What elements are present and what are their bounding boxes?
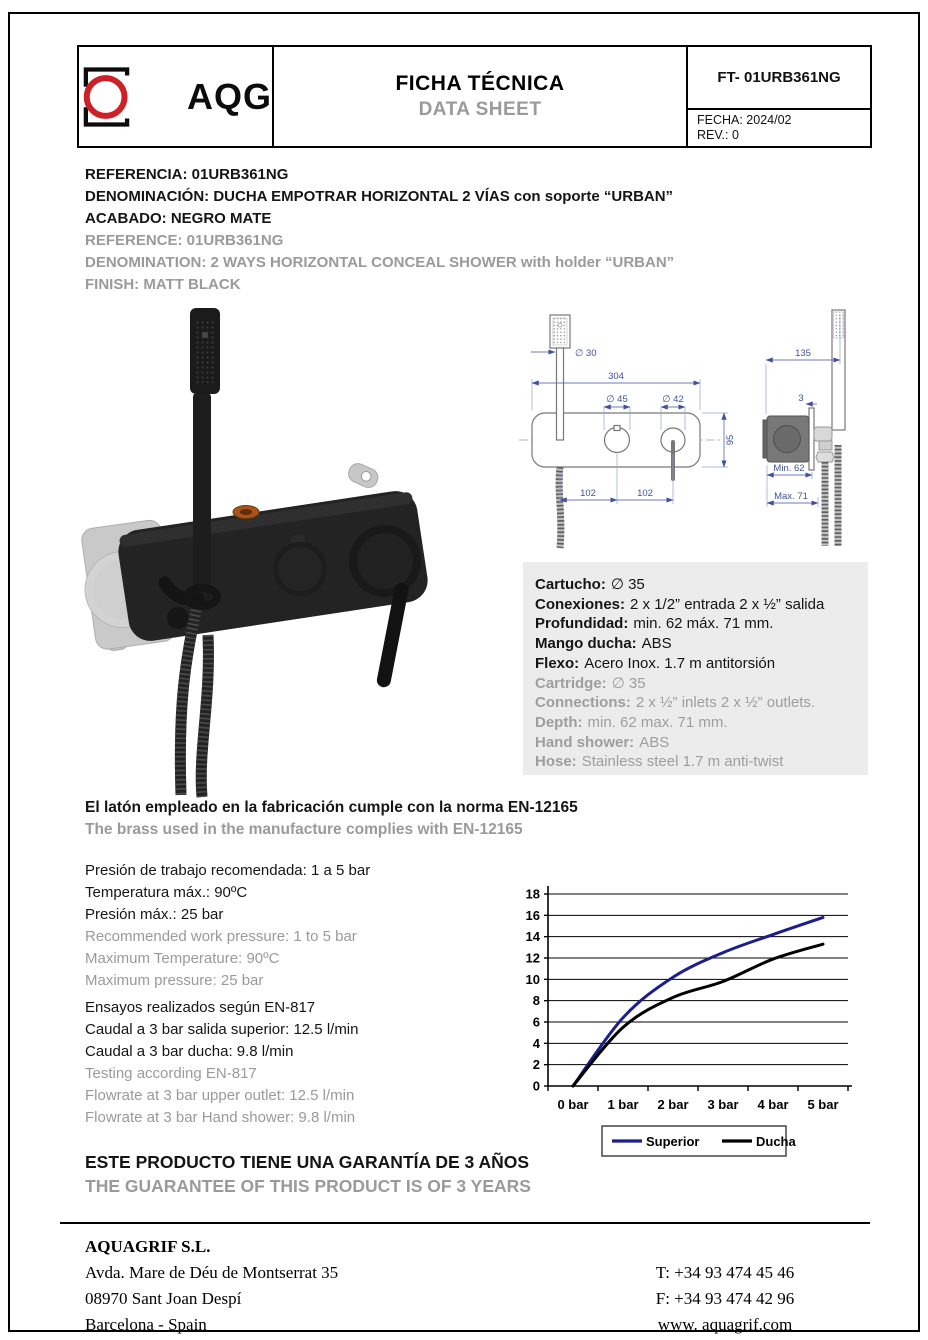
flowrate-chart-svg [480,866,900,1166]
pressure-block [85,860,370,992]
max-pressure-es: Presión máx.: 25 bar [85,906,224,923]
svg-text:0: 0 [532,1078,540,1094]
work-pressure-en: Recommended work pressure: 1 to 5 bar [85,928,357,945]
dim-offset-left: 102 [580,488,596,499]
max-temperature-es: Temperatura máx.: 90ºC [85,884,248,901]
svg-text:10: 10 [525,971,540,987]
inlet-bore [240,509,252,515]
front-view-drawing [519,315,736,548]
dim-hand-diameter: ∅ 30 [575,348,597,359]
brass-norm-es: El latón empleado en la fabricación cumple con la norma EN-12165 [85,799,578,816]
svg-text:2: 2 [532,1057,540,1073]
spec-cartucho: Cartucho: ∅ 35 [535,576,645,593]
doc-reference: FT- 01URB361NG [688,47,870,110]
flowrate-chart [480,866,900,1166]
testing-norm-en: Testing according EN-817 [85,1065,257,1082]
doc-title-es: FICHA TÉCNICA [395,72,565,95]
spec-connections: Connections: 2 x ½” inlets 2 x ½” outlets. [535,694,816,712]
brass-norm-block [85,797,578,841]
footer [85,1234,845,1338]
spec-hose: Hose: Stainless steel 1.7 m anti-twist [535,753,784,771]
svg-text:2 bar: 2 bar [657,1097,689,1112]
dim-side-width: 135 [795,348,811,359]
svg-text:12: 12 [525,950,540,966]
spec-profundidad: Profundidad: min. 62 máx. 71 mm. [535,615,774,633]
acabado-line: ACABADO: NEGRO MATE [85,210,272,227]
svg-text:4 bar: 4 bar [757,1097,789,1112]
dim-depth-min: Min. 62 [773,463,805,474]
max-pressure-en: Maximum pressure: 25 bar [85,972,264,989]
svg-text:16: 16 [525,907,540,923]
spec-conexiones: Conexiones: 2 x 1/2” entrada 2 x ½” salida [535,595,825,613]
spec-depth: Depth: min. 62 max. 71 mm. [535,713,728,731]
dim-left-knob: ∅ 45 [606,394,628,405]
brand-logo [79,47,274,146]
footer-divider [60,1222,870,1224]
address-line-1: Avda. Mare de Déu de Montserrat 35 [85,1263,339,1282]
svg-text:8: 8 [532,993,540,1009]
tests-block [85,997,359,1129]
dim-right-knob: ∅ 42 [662,394,684,405]
svg-text:Ducha: Ducha [756,1134,796,1149]
flowrate-upper-es: Caudal a 3 bar salida superior: 12.5 l/min [85,1021,359,1038]
dim-plate-width: 304 [608,371,624,382]
svg-text:14: 14 [525,929,540,945]
max-temperature-en: Maximum Temperature: 90ºC [85,950,280,967]
flowrate-shower-es: Caudal a 3 bar ducha: 9.8 l/min [85,1043,294,1060]
dim-plate-height: 95 [725,434,736,446]
website: www. aquagrif.com [657,1315,793,1334]
work-pressure-es: Presión de trabajo recomendada: 1 a 5 bar [85,862,371,879]
title-block [274,47,688,146]
company-address [85,1234,338,1338]
svg-text:Superior: Superior [646,1134,700,1149]
testing-norm-es: Ensayos realizados según EN-817 [85,999,316,1016]
doc-meta [688,110,870,146]
doc-revision: REV.: 0 [697,128,739,142]
denomination-line: DENOMINATION: 2 WAYS HORIZONTAL CONCEAL SHOWER with holder “URBAN” [85,254,675,271]
svg-text:18: 18 [525,886,540,902]
spec-flexo: Flexo: Acero Inox. 1.7 m antitorsión [535,654,776,672]
spec-mango-ducha: Mango ducha: ABS [535,635,672,653]
fax-number: F: +34 93 474 42 96 [655,1289,795,1308]
warranty-en: THE GUARANTEE OF THIS PRODUCT IS OF 3 YEARS [85,1176,531,1196]
svg-text:0 bar: 0 bar [557,1097,589,1112]
reference-line: REFERENCE: 01URB361NG [85,232,284,249]
spec-cartridge: Cartridge: ∅ 35 [535,674,646,692]
phone-number: T: +34 93 474 45 46 [655,1263,795,1282]
spec-hand-shower: Hand shower: ABS [535,733,670,751]
doc-date: FECHA: 2024/02 [697,113,792,127]
dim-depth-max: Max. 71 [774,491,808,502]
flowrate-upper-en: Flowrate at 3 bar upper outlet: 12.5 l/min [85,1087,355,1104]
rough-in-ear [346,461,381,491]
svg-text:1 bar: 1 bar [607,1097,639,1112]
product-photo [65,305,505,800]
side-view-drawing [763,310,845,546]
svg-text:6: 6 [532,1014,540,1030]
denominacion-line: DENOMINACIÓN: DUCHA EMPOTRAR HORIZONTAL 2 VÍAS con soporte “URBAN” [85,188,674,205]
flowrate-shower-en: Flowrate at 3 bar Hand shower: 9.8 l/min [85,1109,356,1126]
referencia-line: REFERENCIA: 01URB361NG [85,166,289,183]
doc-reference-block [688,47,870,146]
svg-text:5 bar: 5 bar [807,1097,839,1112]
doc-title-en: DATA SHEET [418,99,542,120]
dimension-drawings [515,300,925,552]
reference-block [85,164,875,296]
shower-hose [180,610,208,797]
svg-text:4: 4 [532,1035,540,1051]
address-line-2: 08970 Sant Joan Despí [85,1289,242,1308]
svg-text:3 bar: 3 bar [707,1097,739,1112]
address-line-3: Barcelona - Spain [85,1315,207,1334]
dim-plate-thickness: 3 [798,393,804,404]
dim-offset-right: 102 [637,488,653,499]
warranty-block [85,1150,531,1198]
logo-text: AQG [186,75,272,117]
company-name: AQUAGRIF S.L. [85,1237,211,1256]
finish-line: FINISH: MATT BLACK [85,276,241,293]
warranty-es: ESTE PRODUCTO TIENE UNA GARANTÍA DE 3 AÑOS [85,1152,530,1172]
header [77,45,872,148]
specifications-box [523,562,868,775]
company-contacts [605,1234,845,1338]
brass-norm-en: The brass used in the manufacture complies with EN-12165 [85,821,523,838]
